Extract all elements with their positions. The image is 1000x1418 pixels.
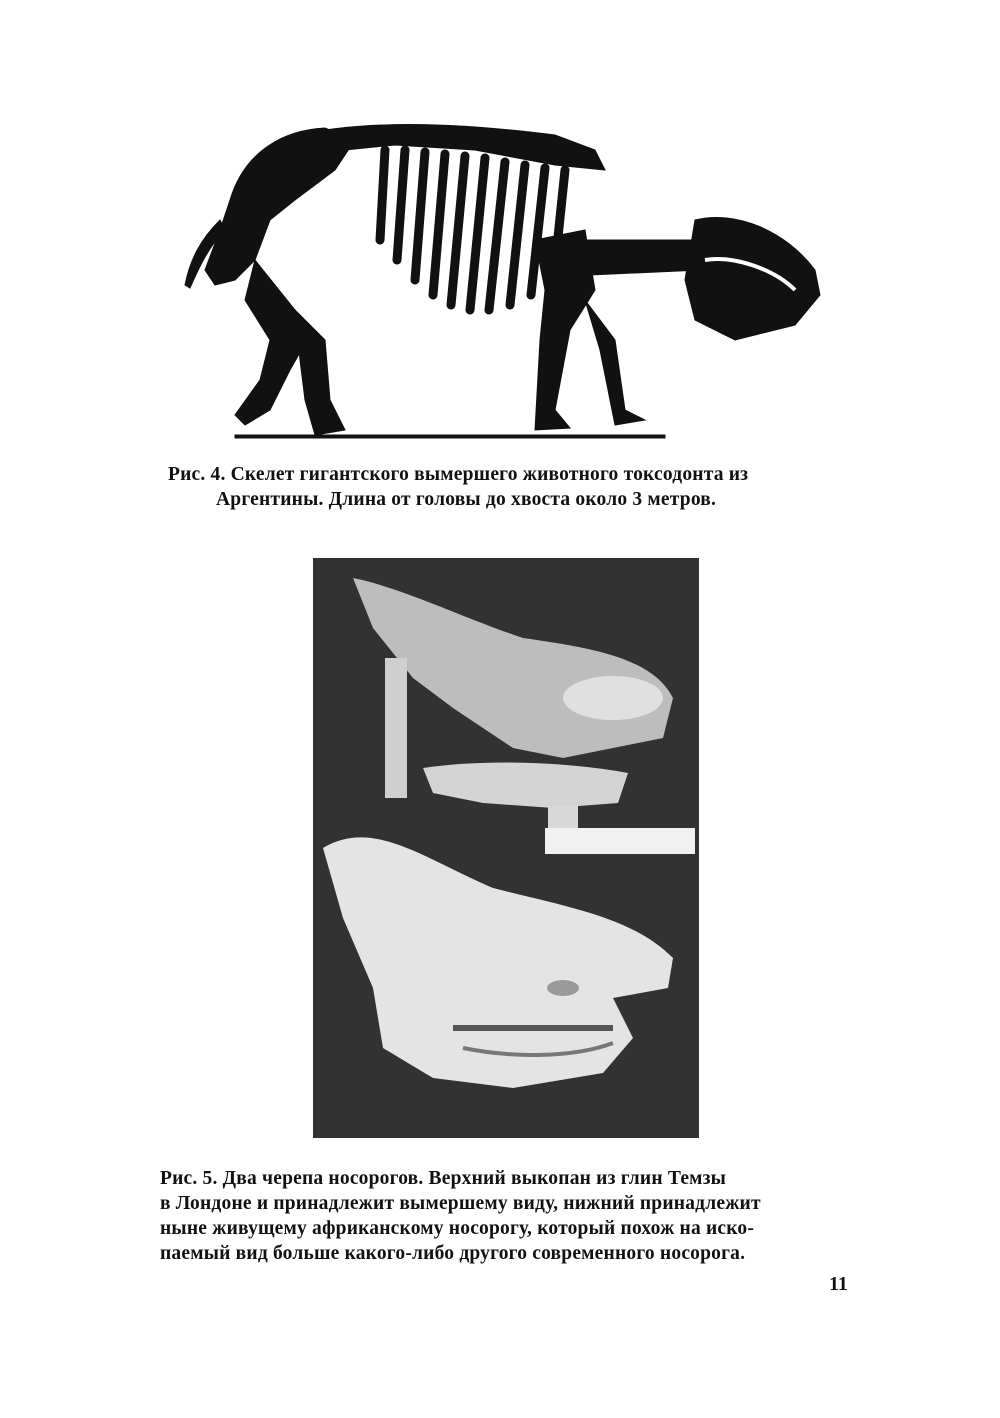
caption-line: в Лондоне и принадлежит вымершему виду, нижний принадлежит: [160, 1193, 761, 1214]
rhino-skulls-photograph: [313, 558, 699, 1138]
caption-line: Рис. 4. Скелет гигантского вымершего животного токсодонта из: [168, 464, 749, 485]
page-number: 11: [829, 1273, 848, 1295]
figure-5-caption: [160, 1166, 857, 1266]
toxodon-skeleton-figure: [175, 110, 835, 450]
figure-4-caption: [168, 462, 858, 512]
toxodon-skeleton-illustration: [175, 110, 835, 450]
caption-line: Аргентины. Длина от головы до хвоста около 3 метров.: [216, 489, 717, 510]
rhino-skulls-photo: [313, 558, 699, 1138]
caption-line: Рис. 5. Два черепа носорогов. Верхний выкопан из глин Темзы: [160, 1168, 727, 1189]
caption-line: паемый вид больше какого-либо другого современного носорога.: [160, 1243, 746, 1264]
caption-line: ныне живущему африканскому носорогу, который похож на иско-: [160, 1218, 755, 1239]
